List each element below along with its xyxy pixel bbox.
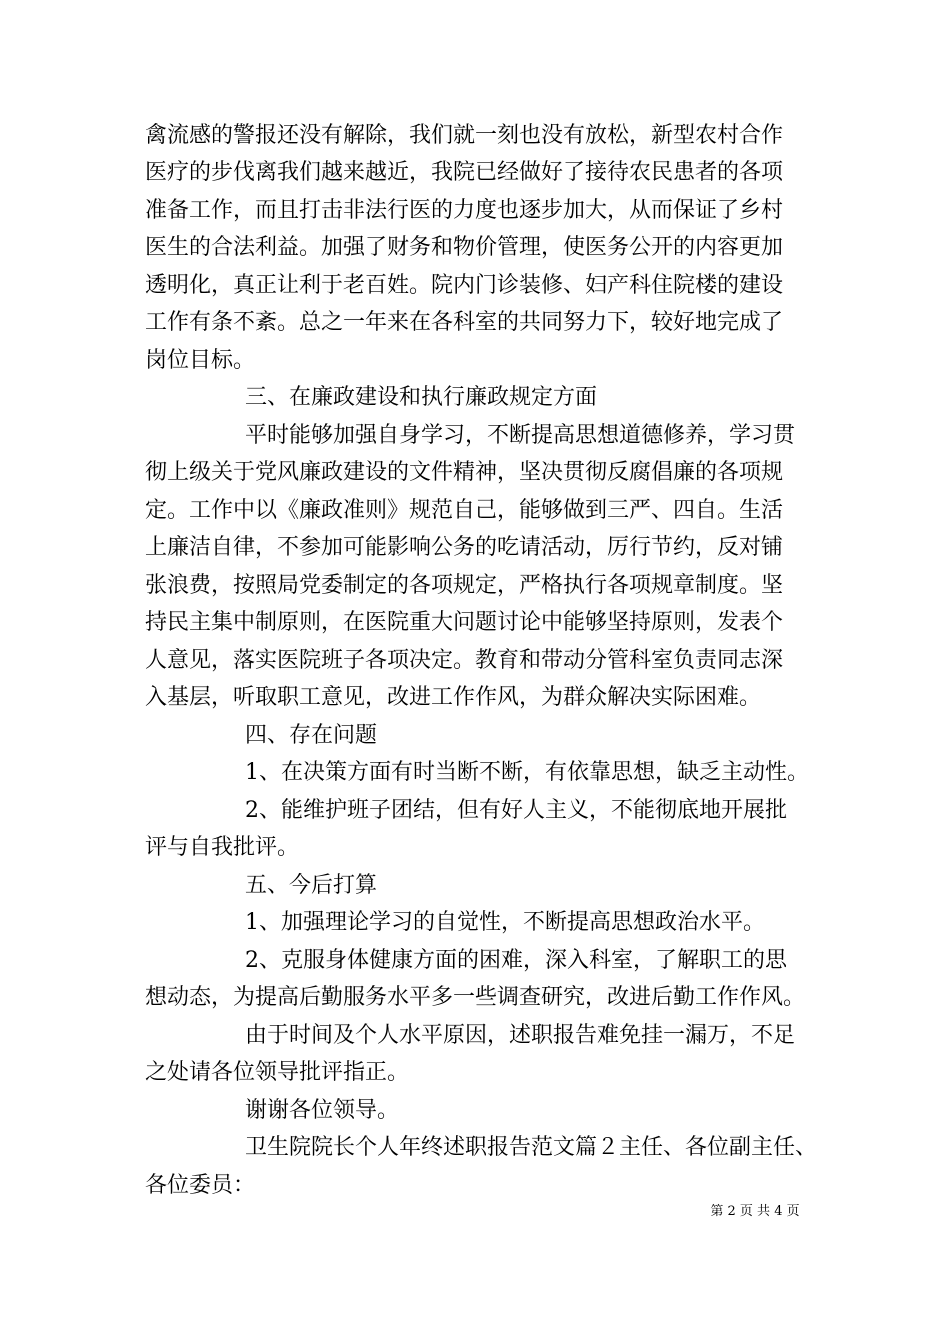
body-line-3: 准备工作，而且打击非法行医的力度也逐步加大，从而保证了乡村 [145, 198, 784, 223]
closing-thanks: 谢谢各位领导。 [245, 1098, 400, 1123]
body-line-11: 定。工作中以《廉政准则》规范自己，能够做到三严、四自。生活 [145, 498, 784, 523]
body-line-23: 2、克服身体健康方面的困难，深入科室，了解职工的思 [245, 948, 787, 973]
body-line-12: 上廉洁自律，不参加可能影响公务的吃请活动，厉行节约，反对铺 [145, 535, 784, 560]
section-heading-5: 五、今后打算 [245, 873, 378, 898]
body-line-10: 彻上级关于党风廉政建设的文件精神，坚决贯彻反腐倡廉的各项规 [145, 460, 784, 485]
body-line-13: 张浪费，按照局党委制定的各项规定，严格执行各项规章制度。坚 [145, 573, 784, 598]
body-line-7: 岗位目标。 [145, 348, 256, 373]
body-line-9: 平时能够加强自身学习，不断提高思想道德修养，学习贯 [245, 423, 796, 448]
body-line-22: 1、加强理论学习的自觉性，不断提高思想政治水平。 [245, 910, 765, 935]
body-line-26: 之处请各位领导批评指正。 [145, 1060, 410, 1085]
body-line-14: 持民主集中制原则，在医院重大问题讨论中能够坚持原则，发表个 [145, 610, 784, 635]
body-line-18: 1、在决策方面有时当断不断，有依靠思想，缺乏主动性。 [245, 760, 809, 785]
body-line-1: 禽流感的警报还没有解除，我们就一刻也没有放松，新型农村合作 [145, 123, 784, 148]
next-article-salutation: 各位委员： [145, 1173, 256, 1198]
section-heading-3: 三、在廉政建设和执行廉政规定方面 [245, 385, 598, 410]
next-article-title: 卫生院院长个人年终述职报告范文篇２主任、各位副主任、 [245, 1135, 818, 1160]
body-line-25: 由于时间及个人水平原因，述职报告难免挂一漏万，不足 [245, 1023, 796, 1048]
body-line-24: 想动态，为提高后勤服务水平多一些调查研究，改进后勤工作作风。 [145, 985, 806, 1010]
body-line-19: 2、能维护班子团结，但有好人主义，不能彻底地开展批 [245, 798, 787, 823]
body-line-2: 医疗的步伐离我们越来越近，我院已经做好了接待农民患者的各项 [145, 160, 784, 185]
body-line-4: 医生的合法利益。加强了财务和物价管理，使医务公开的内容更加 [145, 235, 784, 260]
section-heading-4: 四、存在问题 [245, 723, 378, 748]
body-line-16: 入基层，听取职工意见，改进工作作风，为群众解决实际困难。 [145, 685, 762, 710]
page-number-footer: 第 2 页 共 4 页 [710, 1204, 800, 1219]
body-line-15: 人意见，落实医院班子各项决定。教育和带动分管科室负责同志深 [145, 648, 784, 673]
body-line-20: 评与自我批评。 [145, 835, 300, 860]
body-line-6: 工作有条不紊。总之一年来在各科室的共同努力下，较好地完成了 [145, 310, 784, 335]
body-line-5: 透明化，真正让利于老百姓。院内门诊装修、妇产科住院楼的建设 [145, 273, 784, 298]
